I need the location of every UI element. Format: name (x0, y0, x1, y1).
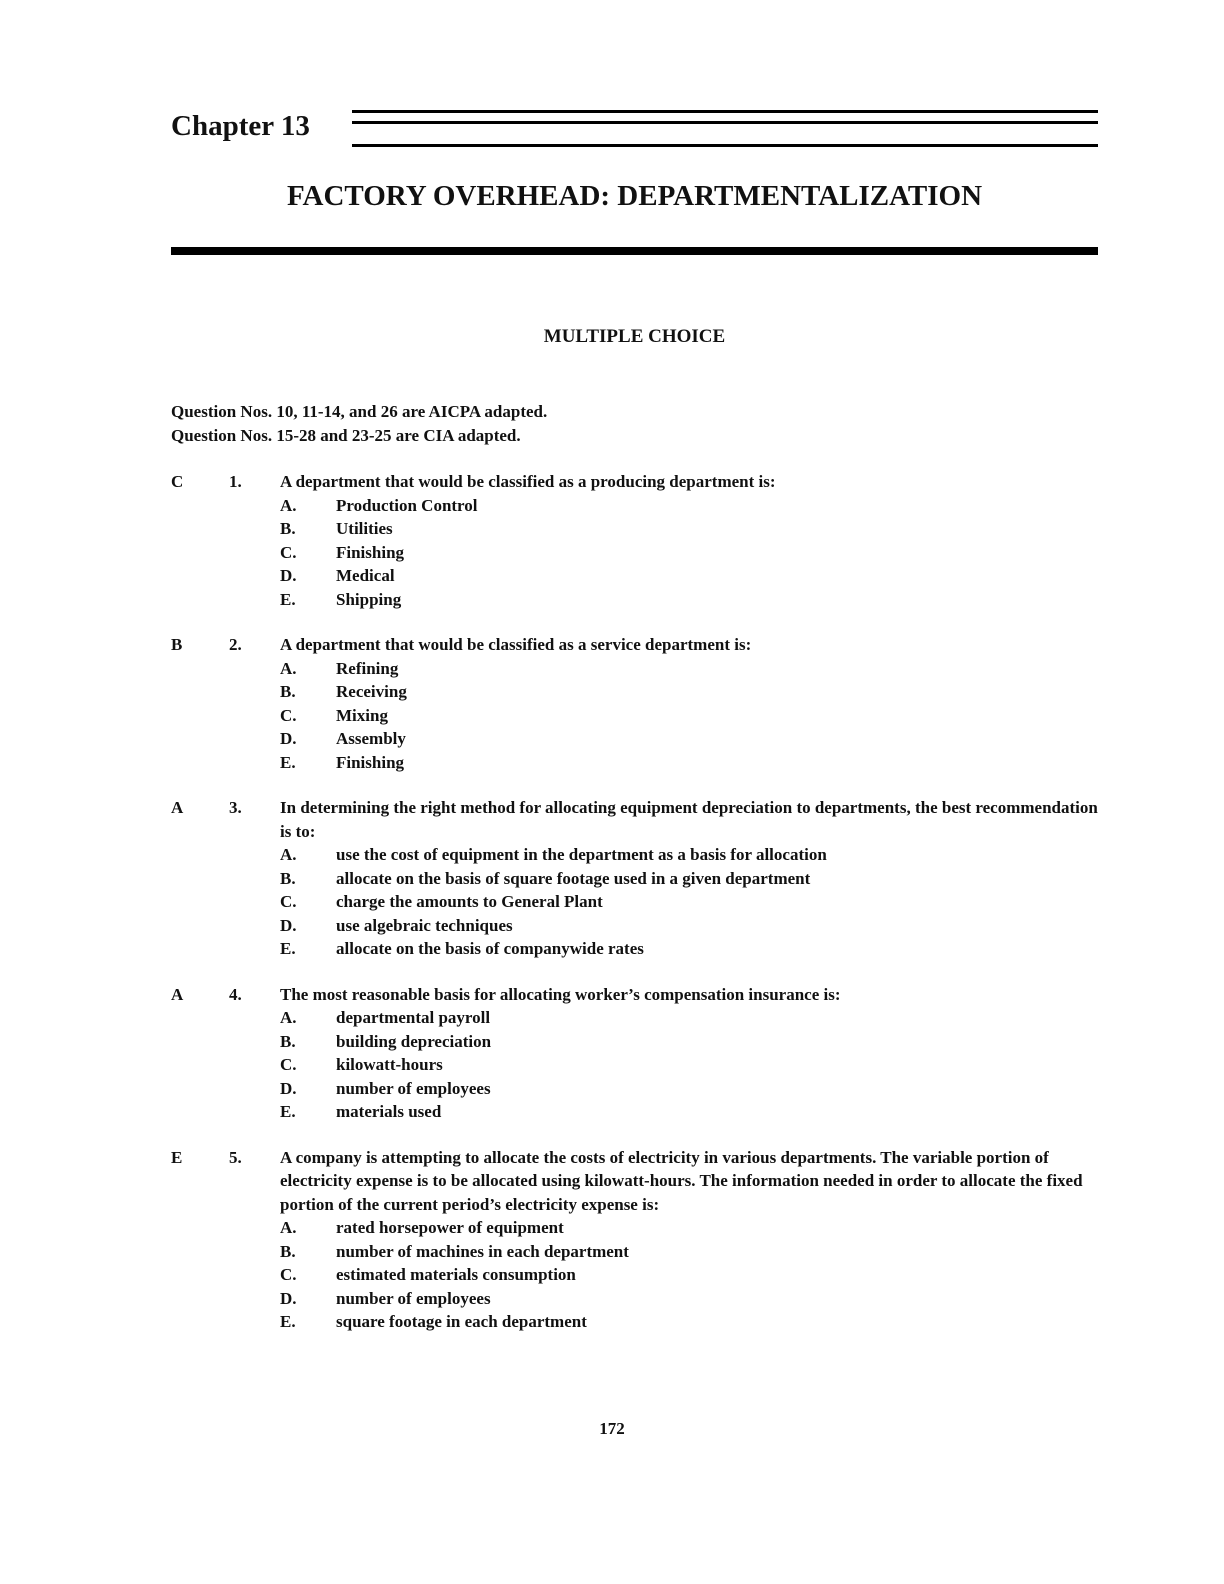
option-row (171, 914, 1098, 938)
option-text: Mixing (336, 705, 388, 725)
option-row (171, 588, 1098, 612)
answer-key: A (171, 798, 184, 817)
option-text: charge the amounts to General Plant (336, 892, 603, 911)
option-text: use algebraic techniques (336, 915, 513, 935)
option-row (171, 867, 1098, 891)
option-letter: C. (280, 892, 297, 911)
option-letter: E. (280, 752, 296, 772)
option-row (171, 1240, 1098, 1264)
option-letter: E. (280, 1102, 296, 1121)
question-number: 2. (229, 635, 242, 654)
option-letter: C. (280, 1055, 297, 1074)
answer-key: C (171, 472, 184, 491)
option-row (171, 1310, 1098, 1334)
option-text: Finishing (336, 542, 405, 562)
question-stem: A company is attempting to allocate the costs of electricity in various departments. The variable portion of electricity expense is to be allocated using kilowatt-hours. The information needed in order to allocate the fixed portion of the current period’s electricity expense is: (280, 1147, 1083, 1214)
option-row (171, 890, 1098, 914)
option-letter: C. (280, 1265, 297, 1284)
option-text: use the cost of equipment in the department as a basis for allocation (336, 845, 827, 864)
answer-key: B (171, 635, 183, 654)
option-row (171, 1030, 1098, 1054)
option-letter: D. (280, 1078, 297, 1098)
header-rule (352, 121, 1098, 124)
option-letter: C. (280, 542, 297, 562)
option-letter: C. (280, 705, 297, 725)
option-text: Production Control (336, 495, 478, 515)
option-letter: B. (280, 519, 296, 538)
option-letter: A. (280, 1218, 297, 1237)
question-number: 1. (229, 472, 242, 491)
source-note: Question Nos. 15-28 and 23-25 are CIA adapted. (171, 426, 521, 445)
option-text: allocate on the basis of companywide rates (336, 939, 644, 958)
option-text: kilowatt-hours (336, 1055, 443, 1074)
answer-key: E (171, 1147, 183, 1167)
option-text: departmental payroll (336, 1008, 491, 1027)
option-row (171, 657, 1098, 681)
option-row (171, 751, 1098, 775)
option-letter: D. (280, 566, 297, 585)
title-divider (171, 247, 1098, 255)
option-letter: A. (280, 845, 297, 864)
option-text: Utilities (336, 519, 393, 538)
option-row (171, 494, 1098, 518)
source-notes (171, 400, 547, 448)
header-rule (352, 144, 1098, 147)
question-stem: A department that would be classified as a producing department is: (280, 472, 776, 491)
option-row (171, 680, 1098, 704)
section-heading: MULTIPLE CHOICE (543, 326, 726, 347)
option-text: materials used (336, 1102, 442, 1121)
source-note: Question Nos. 10, 11-14, and 26 are AICPA adapted. (171, 402, 548, 421)
option-text: allocate on the basis of square footage used in a given department (336, 868, 811, 888)
question-list (171, 470, 1098, 1356)
question-item (171, 470, 1098, 611)
option-row (171, 564, 1098, 588)
option-letter: E. (280, 1312, 296, 1331)
option-letter: E. (280, 589, 296, 609)
option-letter: B. (280, 682, 296, 701)
option-text: estimated materials consumption (336, 1265, 576, 1284)
option-letter: B. (280, 1241, 296, 1261)
chapter-title: FACTORY OVERHEAD: DEPARTMENTALIZATION (286, 180, 983, 212)
question-item (171, 1146, 1098, 1334)
option-letter: A. (280, 495, 297, 515)
option-row (171, 1006, 1098, 1030)
option-row (171, 1216, 1098, 1240)
option-text: Assembly (336, 729, 406, 748)
option-row (171, 843, 1098, 867)
option-text: square footage in each department (336, 1312, 587, 1331)
question-stem: The most reasonable basis for allocating worker’s compensation insurance is: (280, 984, 841, 1004)
option-row (171, 937, 1098, 961)
option-row (171, 704, 1098, 728)
option-letter: B. (280, 868, 296, 888)
option-row (171, 1100, 1098, 1124)
option-row (171, 1053, 1098, 1077)
option-row (171, 1077, 1098, 1101)
option-text: Refining (336, 658, 399, 678)
option-text: building depreciation (336, 1031, 492, 1051)
option-row (171, 1263, 1098, 1287)
question-number: 4. (229, 984, 242, 1004)
question-number: 5. (229, 1147, 242, 1167)
option-letter: D. (280, 1288, 297, 1308)
question-item (171, 983, 1098, 1124)
option-text: Finishing (336, 752, 405, 772)
answer-key: A (171, 984, 184, 1004)
option-row (171, 1287, 1098, 1311)
option-letter: E. (280, 939, 296, 958)
option-text: number of employees (336, 1078, 491, 1098)
option-text: rated horsepower of equipment (336, 1218, 564, 1237)
page-number: 172 (599, 1419, 625, 1438)
option-text: Receiving (336, 682, 407, 701)
option-letter: D. (280, 915, 297, 935)
option-letter: A. (280, 658, 297, 678)
option-letter: B. (280, 1031, 296, 1051)
option-row (171, 727, 1098, 751)
question-number: 3. (229, 798, 242, 817)
option-row (171, 541, 1098, 565)
question-stem: In determining the right method for allocating equipment depreciation to departments, the best recommendation is to: (280, 798, 1098, 841)
option-text: number of machines in each department (336, 1241, 629, 1261)
chapter-label: Chapter 13 (171, 110, 310, 142)
question-item (171, 796, 1098, 961)
option-row (171, 517, 1098, 541)
option-letter: D. (280, 729, 297, 748)
option-text: number of employees (336, 1288, 491, 1308)
question-item (171, 633, 1098, 774)
option-text: Shipping (336, 589, 402, 609)
question-stem: A department that would be classified as a service department is: (280, 635, 752, 654)
option-letter: A. (280, 1008, 297, 1027)
header-rule (352, 110, 1098, 113)
option-text: Medical (336, 566, 395, 585)
